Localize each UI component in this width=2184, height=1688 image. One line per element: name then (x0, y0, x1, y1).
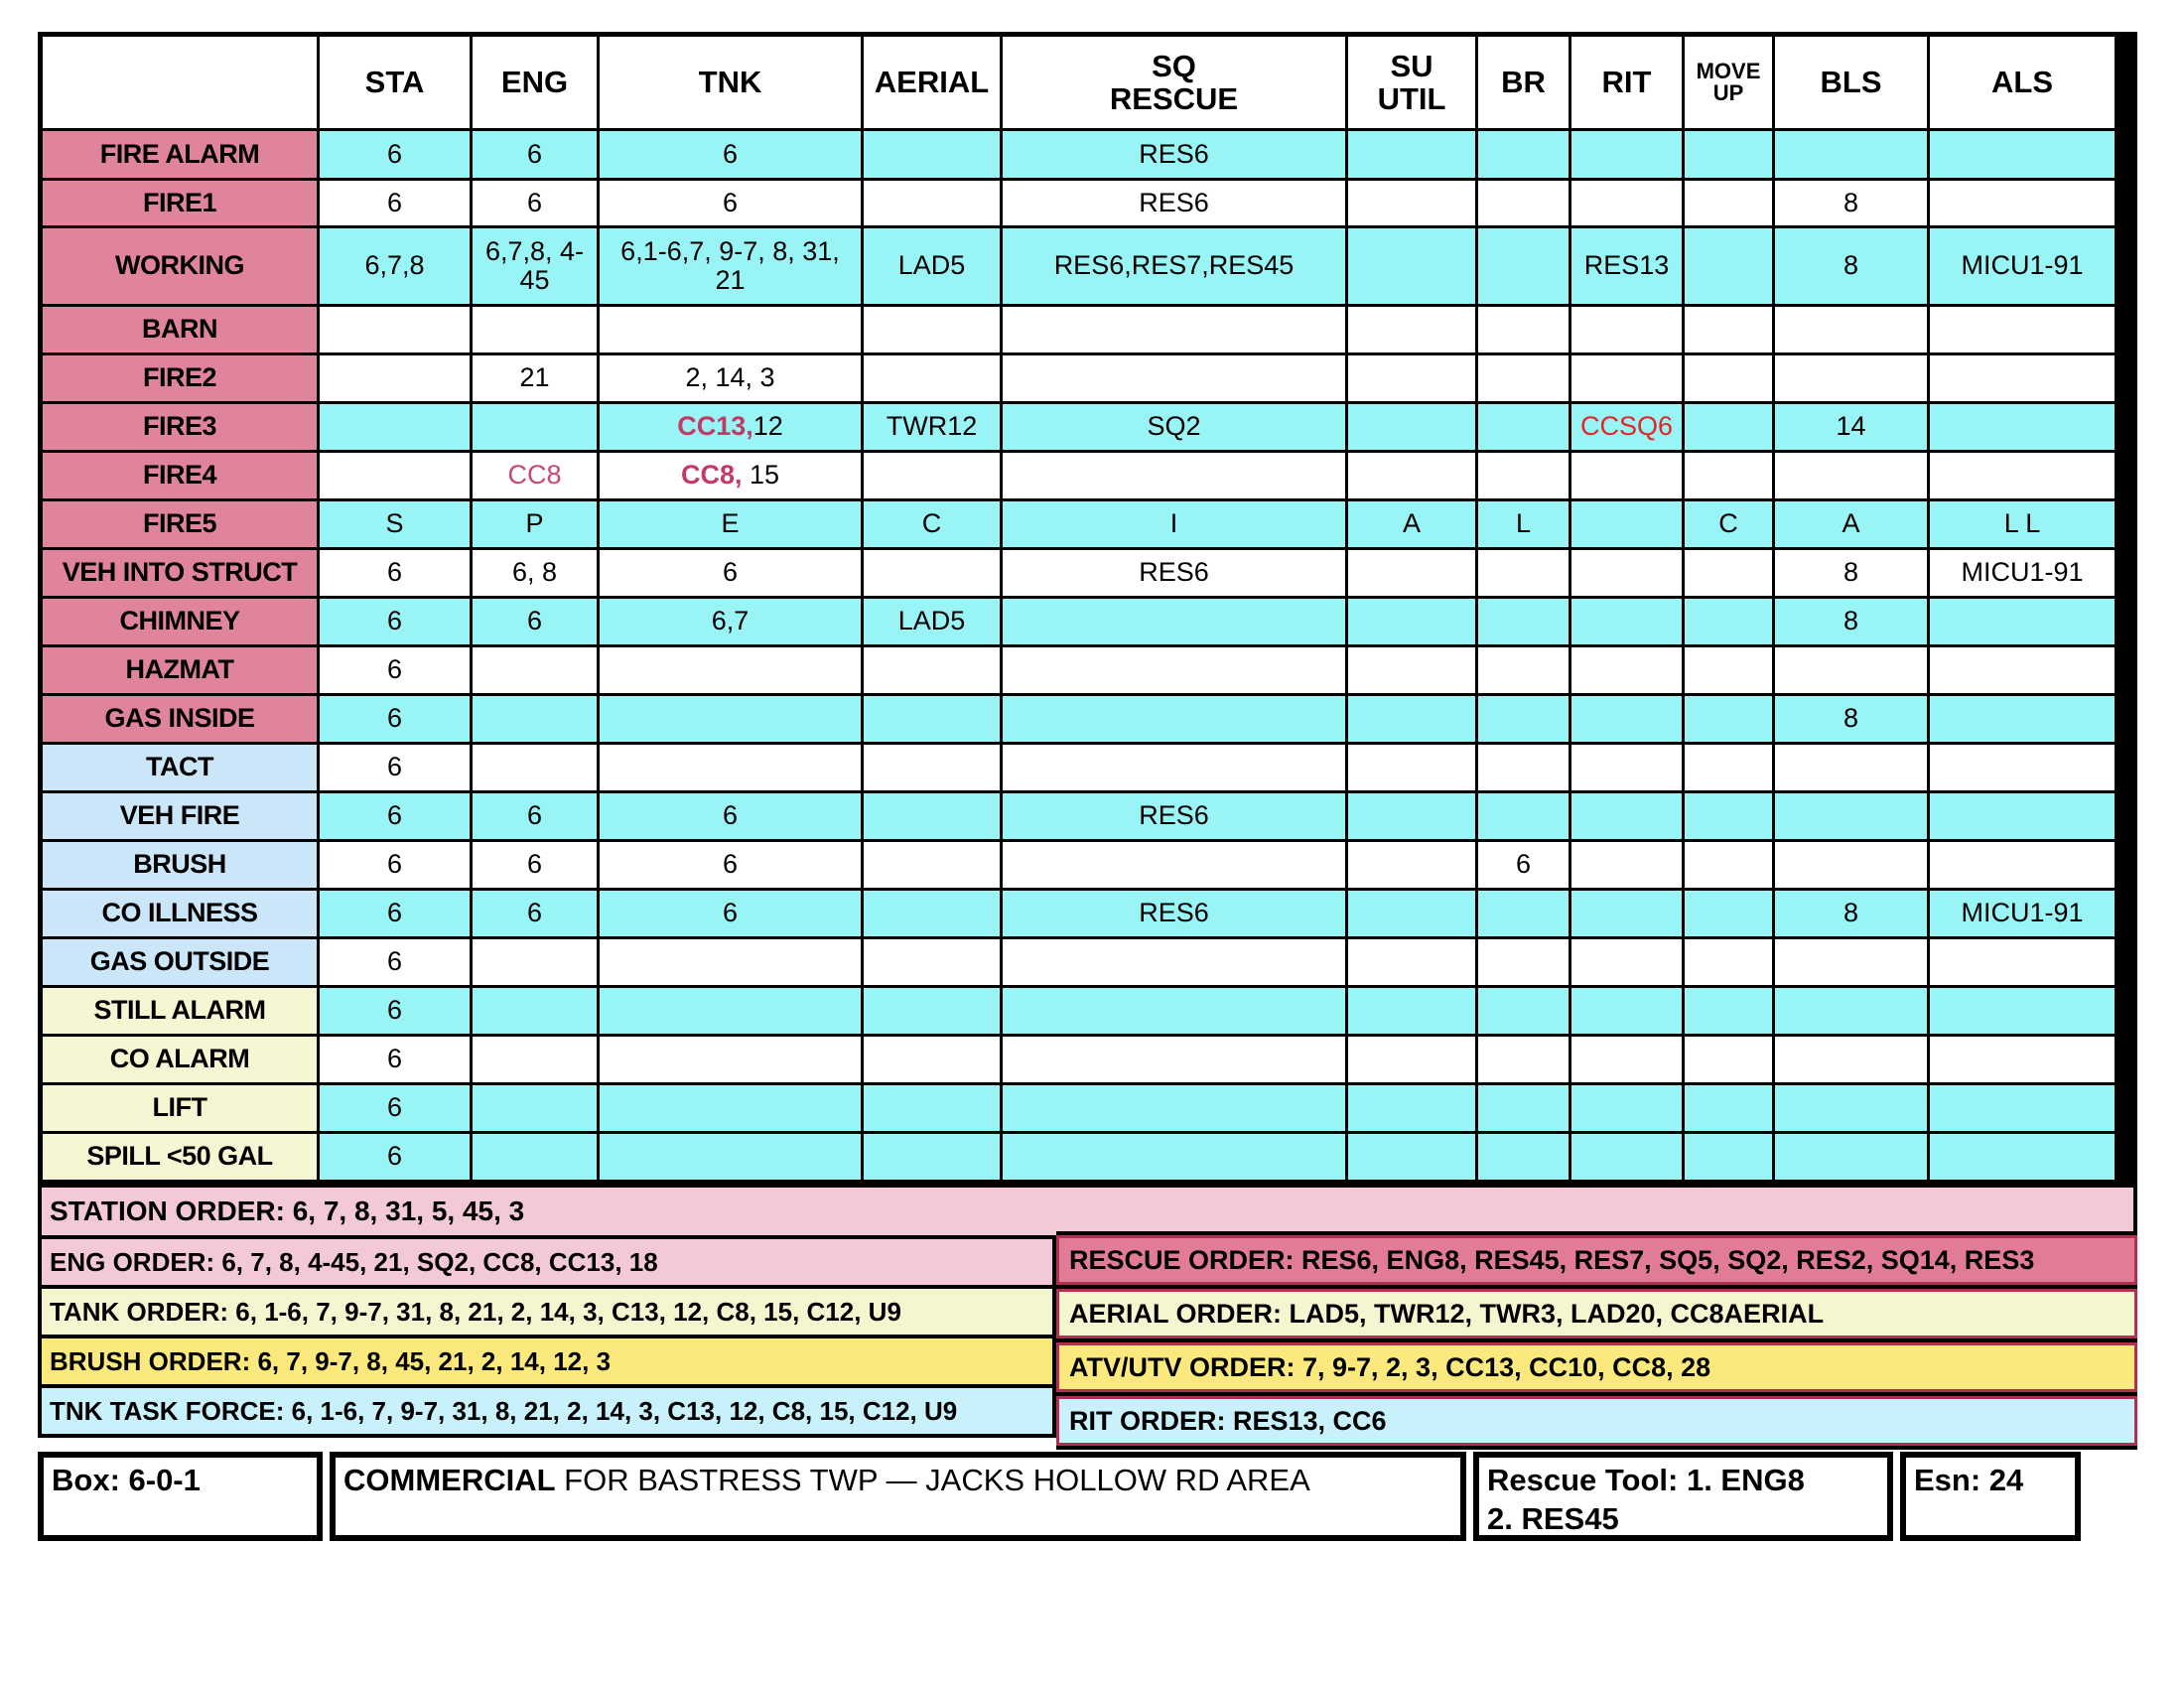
matrix-cell (864, 842, 1003, 891)
matrix-cell: 6 (473, 181, 600, 228)
matrix-cell (1775, 1085, 1930, 1134)
matrix-cell: MICU1-91 (1930, 891, 2117, 939)
matrix-cell: 8 (1775, 696, 1930, 745)
matrix-cell: SQ2 (1003, 404, 1348, 453)
matrix-cell (1348, 891, 1478, 939)
matrix-cell: RES6 (1003, 891, 1348, 939)
matrix-cell (1571, 891, 1685, 939)
row-label-fire-alarm: FIRE ALARM (43, 131, 320, 181)
order-lists (38, 1239, 2137, 1438)
matrix-cell (864, 1134, 1003, 1183)
matrix-cell (864, 696, 1003, 745)
matrix-cell (1478, 1085, 1571, 1134)
matrix-cell (1775, 1037, 1930, 1085)
matrix-cell: 6,7,8, 4-45 (473, 228, 600, 307)
matrix-cell (1003, 1134, 1348, 1183)
matrix-cell (864, 647, 1003, 696)
matrix-cell: CC8 (473, 453, 600, 501)
matrix-cell (473, 1085, 600, 1134)
rescue-tool-box: Rescue Tool: 1. ENG8 2. RES45 (1473, 1452, 1893, 1541)
box-description (330, 1452, 1466, 1541)
matrix-cell (1775, 793, 1930, 842)
matrix-cell (1571, 939, 1685, 988)
matrix-cell (1478, 696, 1571, 745)
matrix-cell (1685, 891, 1775, 939)
matrix-cell (1348, 793, 1478, 842)
row-label-gas-inside: GAS INSIDE (43, 696, 320, 745)
matrix-cell (864, 1085, 1003, 1134)
matrix-cell (473, 307, 600, 355)
column-header-eng: ENG (473, 37, 600, 131)
atv-utv-order-box: ATV/UTV ORDER: 7, 9-7, 2, 3, CC13, CC10, CC8, 28 (1056, 1342, 2137, 1392)
matrix-cell: 21 (473, 355, 600, 404)
matrix-cell (1348, 696, 1478, 745)
matrix-cell (864, 988, 1003, 1037)
column-header-sta: STA (320, 37, 473, 131)
matrix-cell (1478, 793, 1571, 842)
matrix-cell (1478, 453, 1571, 501)
matrix-cell (1478, 181, 1571, 228)
matrix-cell: MICU1-91 (1930, 228, 2117, 307)
matrix-cell: 8 (1775, 228, 1930, 307)
row-label-fire4: FIRE4 (43, 453, 320, 501)
aerial-order-box: AERIAL ORDER: LAD5, TWR12, TWR3, LAD20, CC8AERIAL (1056, 1289, 2137, 1338)
matrix-cell: 6 (320, 988, 473, 1037)
matrix-cell (1478, 131, 1571, 181)
tnk-task-force-row: TNK TASK FORCE: 6, 1-6, 7, 9-7, 31, 8, 21, 2, 14, 3, C13, 12, C8, 15, C12, U9 (38, 1388, 1056, 1438)
matrix-cell (1348, 355, 1478, 404)
matrix-cell: 6 (473, 131, 600, 181)
matrix-cell: 8 (1775, 891, 1930, 939)
matrix-cell (864, 181, 1003, 228)
matrix-cell (1478, 355, 1571, 404)
matrix-cell (1930, 453, 2117, 501)
box-number: Box: 6-0-1 (38, 1452, 323, 1541)
row-label-still-alarm: STILL ALARM (43, 988, 320, 1037)
occupancy-type: COMMERCIAL (343, 1463, 556, 1497)
corner-cell (43, 37, 320, 131)
matrix-cell (1685, 696, 1775, 745)
matrix-cell (1685, 404, 1775, 453)
matrix-cell (1930, 793, 2117, 842)
column-header-move-up: MOVE UP (1685, 37, 1775, 131)
matrix-cell (1571, 181, 1685, 228)
matrix-cell (1003, 1037, 1348, 1085)
station-order-row: STATION ORDER: 6, 7, 8, 31, 5, 45, 3 (38, 1188, 2137, 1239)
row-label-co-alarm: CO ALARM (43, 1037, 320, 1085)
matrix-cell: 6 (600, 131, 864, 181)
matrix-cell (1571, 647, 1685, 696)
matrix-cell (864, 793, 1003, 842)
matrix-cell (320, 453, 473, 501)
matrix-cell (1571, 550, 1685, 599)
matrix-cell (1685, 1134, 1775, 1183)
matrix-cell (320, 404, 473, 453)
matrix-cell (1775, 1134, 1930, 1183)
matrix-cell: LAD5 (864, 228, 1003, 307)
row-label-lift: LIFT (43, 1085, 320, 1134)
matrix-cell: 6 (473, 891, 600, 939)
matrix-cell (1348, 1134, 1478, 1183)
matrix-cell (320, 307, 473, 355)
matrix-cell: 6, 8 (473, 550, 600, 599)
matrix-cell (1478, 1134, 1571, 1183)
row-label-co-illness: CO ILLNESS (43, 891, 320, 939)
matrix-cell (1685, 988, 1775, 1037)
matrix-cell (1775, 647, 1930, 696)
row-label-fire2: FIRE2 (43, 355, 320, 404)
matrix-cell: 8 (1775, 550, 1930, 599)
matrix-cell (1685, 131, 1775, 181)
matrix-cell (1478, 404, 1571, 453)
matrix-cell (1478, 745, 1571, 793)
matrix-cell (1571, 307, 1685, 355)
matrix-cell (600, 647, 864, 696)
matrix-cell (1571, 501, 1685, 550)
matrix-cell (600, 745, 864, 793)
matrix-cell (1003, 647, 1348, 696)
matrix-cell: CC13, 12 (600, 404, 864, 453)
matrix-cell (1348, 228, 1478, 307)
matrix-cell (600, 988, 864, 1037)
matrix-cell: 6 (320, 891, 473, 939)
matrix-cell (1478, 647, 1571, 696)
matrix-cell (1930, 647, 2117, 696)
matrix-cell: P (473, 501, 600, 550)
matrix-cell (1348, 647, 1478, 696)
order-lists-right (1056, 1231, 2137, 1450)
matrix-cell (1685, 745, 1775, 793)
matrix-cell: 6 (473, 599, 600, 647)
matrix-cell (1003, 696, 1348, 745)
matrix-cell (1930, 1134, 2117, 1183)
matrix-cell (1348, 988, 1478, 1037)
matrix-cell (1930, 131, 2117, 181)
column-header-br: BR (1478, 37, 1571, 131)
row-label-hazmat: HAZMAT (43, 647, 320, 696)
matrix-cell (1571, 131, 1685, 181)
matrix-cell (1775, 939, 1930, 988)
matrix-cell: 6 (320, 1037, 473, 1085)
matrix-cell (1930, 181, 2117, 228)
matrix-cell (1003, 988, 1348, 1037)
matrix-cell (1003, 599, 1348, 647)
matrix-cell (1685, 355, 1775, 404)
matrix-cell (864, 891, 1003, 939)
matrix-cell: 6 (600, 891, 864, 939)
rit-order-box: RIT ORDER: RES13, CC6 (1056, 1396, 2137, 1446)
matrix-cell (1685, 647, 1775, 696)
matrix-cell (1571, 745, 1685, 793)
matrix-cell (1348, 131, 1478, 181)
matrix-cell (1478, 228, 1571, 307)
matrix-cell: RES6 (1003, 181, 1348, 228)
matrix-cell (1930, 745, 2117, 793)
matrix-cell: C (864, 501, 1003, 550)
matrix-cell (473, 647, 600, 696)
matrix-cell (1685, 1085, 1775, 1134)
matrix-cell: 6 (600, 550, 864, 599)
row-label-gas-outside: GAS OUTSIDE (43, 939, 320, 988)
matrix-cell (1930, 404, 2117, 453)
matrix-cell (473, 404, 600, 453)
matrix-cell (1348, 404, 1478, 453)
matrix-cell (1571, 453, 1685, 501)
matrix-cell (864, 745, 1003, 793)
matrix-cell (1571, 696, 1685, 745)
matrix-cell (1003, 939, 1348, 988)
matrix-cell (864, 453, 1003, 501)
matrix-cell (1930, 988, 2117, 1037)
eng-order-row: ENG ORDER: 6, 7, 8, 4-45, 21, SQ2, CC8, CC13, 18 (38, 1239, 1056, 1289)
matrix-cell: 6 (320, 131, 473, 181)
matrix-cell (1930, 1085, 2117, 1134)
matrix-cell (1685, 1037, 1775, 1085)
matrix-cell (1775, 453, 1930, 501)
matrix-cell: LAD5 (864, 599, 1003, 647)
matrix-cell (1003, 745, 1348, 793)
row-label-fire3: FIRE3 (43, 404, 320, 453)
dispatch-run-card (38, 32, 2137, 1541)
matrix-cell (600, 939, 864, 988)
matrix-cell (1348, 453, 1478, 501)
matrix-cell (600, 696, 864, 745)
matrix-cell (473, 1037, 600, 1085)
column-header-su-util: SU UTIL (1348, 37, 1478, 131)
box-area-text: FOR BASTRESS TWP — JACKS HOLLOW RD AREA (555, 1463, 1310, 1497)
matrix-cell (473, 1134, 600, 1183)
matrix-cell (1775, 355, 1930, 404)
row-label-veh-fire: VEH FIRE (43, 793, 320, 842)
matrix-cell (1571, 793, 1685, 842)
matrix-cell (864, 939, 1003, 988)
matrix-cell: 6 (473, 793, 600, 842)
matrix-cell (1685, 599, 1775, 647)
matrix-cell: 6,7,8 (320, 228, 473, 307)
matrix-cell (1685, 793, 1775, 842)
matrix-cell (473, 696, 600, 745)
matrix-cell: 2, 14, 3 (600, 355, 864, 404)
matrix-cell (600, 1134, 864, 1183)
matrix-cell (1775, 131, 1930, 181)
matrix-cell (600, 1085, 864, 1134)
footer-row (38, 1452, 2137, 1541)
matrix-cell (1003, 453, 1348, 501)
matrix-cell (1775, 307, 1930, 355)
matrix-cell (1003, 307, 1348, 355)
matrix-cell (1348, 307, 1478, 355)
matrix-cell (1478, 550, 1571, 599)
order-lists-left (38, 1239, 1056, 1438)
matrix-cell (1571, 355, 1685, 404)
matrix-cell (1775, 842, 1930, 891)
matrix-cell: L (1478, 501, 1571, 550)
matrix-cell (1571, 1037, 1685, 1085)
row-label-barn: BARN (43, 307, 320, 355)
matrix-cell: 6 (320, 1134, 473, 1183)
matrix-cell (1930, 1037, 2117, 1085)
matrix-cell: 6 (320, 550, 473, 599)
matrix-cell (1348, 745, 1478, 793)
matrix-cell: TWR12 (864, 404, 1003, 453)
matrix-cell: 6 (320, 1085, 473, 1134)
matrix-cell: 6 (320, 745, 473, 793)
row-label-working: WORKING (43, 228, 320, 307)
matrix-cell (1930, 696, 2117, 745)
row-label-fire1: FIRE1 (43, 181, 320, 228)
matrix-cell: 6 (600, 842, 864, 891)
matrix-cell (864, 131, 1003, 181)
matrix-cell (1930, 939, 2117, 988)
matrix-cell (1478, 891, 1571, 939)
matrix-cell (1348, 181, 1478, 228)
matrix-cell (1930, 599, 2117, 647)
matrix-cell: CCSQ6 (1571, 404, 1685, 453)
matrix-cell (1003, 355, 1348, 404)
matrix-cell: RES13 (1571, 228, 1685, 307)
matrix-cell (1685, 550, 1775, 599)
matrix-cell: RES6,RES7,RES45 (1003, 228, 1348, 307)
brush-order-row: BRUSH ORDER: 6, 7, 9-7, 8, 45, 21, 2, 14, 12, 3 (38, 1338, 1056, 1388)
row-label-fire5: FIRE5 (43, 501, 320, 550)
matrix-cell (1478, 1037, 1571, 1085)
column-header-sq-rescue: SQ RESCUE (1003, 37, 1348, 131)
matrix-cell: 6 (473, 842, 600, 891)
matrix-cell: 6 (320, 647, 473, 696)
column-header-aerial: AERIAL (864, 37, 1003, 131)
matrix-cell (1571, 1085, 1685, 1134)
matrix-cell (1775, 988, 1930, 1037)
matrix-cell (1685, 307, 1775, 355)
matrix-cell (1478, 307, 1571, 355)
matrix-cell (864, 355, 1003, 404)
matrix-cell (1348, 939, 1478, 988)
matrix-cell (1685, 842, 1775, 891)
matrix-cell (1571, 599, 1685, 647)
matrix-cell: MICU1-91 (1930, 550, 2117, 599)
matrix-cell (1478, 599, 1571, 647)
matrix-cell: RES6 (1003, 793, 1348, 842)
matrix-cell: E (600, 501, 864, 550)
matrix-cell (1348, 842, 1478, 891)
matrix-cell (864, 550, 1003, 599)
row-label-veh-into-struct: VEH INTO STRUCT (43, 550, 320, 599)
tank-order-row: TANK ORDER: 6, 1-6, 7, 9-7, 31, 8, 21, 2, 14, 3, C13, 12, C8, 15, C12, U9 (38, 1289, 1056, 1338)
matrix-cell (600, 307, 864, 355)
matrix-cell: 6 (600, 181, 864, 228)
matrix-cell: RES6 (1003, 550, 1348, 599)
matrix-cell (1571, 988, 1685, 1037)
matrix-cell: 8 (1775, 599, 1930, 647)
matrix-cell: 6,1-6,7, 9-7, 8, 31, 21 (600, 228, 864, 307)
matrix-cell (1003, 842, 1348, 891)
matrix-cell: A (1775, 501, 1930, 550)
matrix-cell (473, 745, 600, 793)
matrix-cell (1571, 842, 1685, 891)
matrix-cell: C (1685, 501, 1775, 550)
matrix-cell (473, 939, 600, 988)
matrix-cell (600, 1037, 864, 1085)
column-header-als: ALS (1930, 37, 2117, 131)
matrix-cell: RES6 (1003, 131, 1348, 181)
matrix-cell: S (320, 501, 473, 550)
matrix-cell: 6,7 (600, 599, 864, 647)
matrix-cell: L L (1930, 501, 2117, 550)
matrix-cell (320, 355, 473, 404)
row-label-spill-50-gal: SPILL <50 GAL (43, 1134, 320, 1183)
matrix-cell: 14 (1775, 404, 1930, 453)
matrix-cell: I (1003, 501, 1348, 550)
matrix-cell (1685, 939, 1775, 988)
column-header-rit: RIT (1571, 37, 1685, 131)
matrix-cell (1685, 181, 1775, 228)
matrix-cell (864, 1037, 1003, 1085)
matrix-cell: 6 (600, 793, 864, 842)
column-header-tnk: TNK (600, 37, 864, 131)
dispatch-matrix (38, 32, 2137, 1188)
matrix-cell: 6 (320, 181, 473, 228)
matrix-cell (1775, 745, 1930, 793)
matrix-cell (1348, 550, 1478, 599)
matrix-cell: 6 (320, 599, 473, 647)
matrix-cell (1685, 228, 1775, 307)
matrix-cell (1478, 988, 1571, 1037)
matrix-cell: 6 (1478, 842, 1571, 891)
matrix-cell (1571, 1134, 1685, 1183)
row-label-brush: BRUSH (43, 842, 320, 891)
matrix-cell (1685, 453, 1775, 501)
esn-box: Esn: 24 (1900, 1452, 2081, 1541)
matrix-cell (473, 988, 600, 1037)
matrix-cell: 6 (320, 696, 473, 745)
matrix-cell: 6 (320, 842, 473, 891)
matrix-cell (1930, 307, 2117, 355)
row-label-chimney: CHIMNEY (43, 599, 320, 647)
column-header-bls: BLS (1775, 37, 1930, 131)
matrix-cell: 6 (320, 793, 473, 842)
matrix-cell (1348, 1085, 1478, 1134)
matrix-cell (1478, 939, 1571, 988)
matrix-cell (1348, 1037, 1478, 1085)
matrix-cell (1003, 1085, 1348, 1134)
matrix-cell (1348, 599, 1478, 647)
matrix-cell: 6 (320, 939, 473, 988)
matrix-cell: CC8, 15 (600, 453, 864, 501)
matrix-cell (864, 307, 1003, 355)
matrix-cell (1930, 842, 2117, 891)
matrix-cell: 8 (1775, 181, 1930, 228)
matrix-cell: A (1348, 501, 1478, 550)
rescue-order-box: RESCUE ORDER: RES6, ENG8, RES45, RES7, SQ5, SQ2, RES2, SQ14, RES3 (1056, 1235, 2137, 1285)
row-label-tact: TACT (43, 745, 320, 793)
matrix-cell (1930, 355, 2117, 404)
